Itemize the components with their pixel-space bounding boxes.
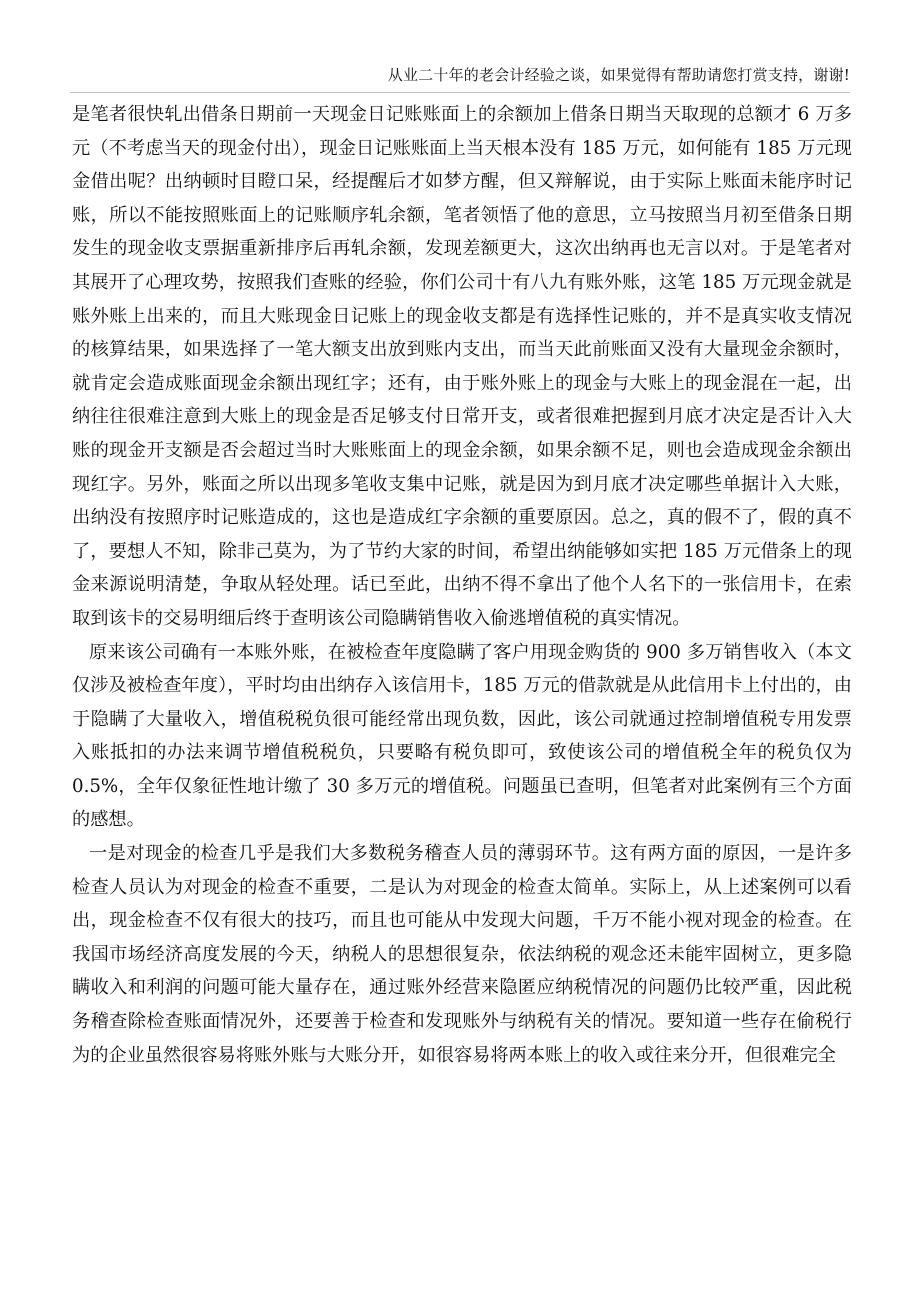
header-note: 从业二十年的老会计经验之谈，如果觉得有帮助请您打赏支持，谢谢!	[387, 66, 850, 84]
article-body	[72, 98, 852, 1072]
paragraph: 原来该公司确有一本账外账，在被检查年度隐瞒了客户用现金购货的 900 多万销售收入（本文仅涉及被检查年度），平时均由出纳存入该信用卡，185 万元的借款就是从此信用卡上付出的，由于隐瞒了大量收入，增值税税负很可能经常出现负数，因此，该公司就通过控制增值税专用发票入账抵扣的办法来调节增值税税负，只要略有税负即可，致使该公司的增值税全年的税负仅为0.5%，全年仅象征性地计缴了 30 多万元的增值税。问题虽已查明，但笔者对此案例有三个方面的感想。	[72, 641, 852, 831]
paragraph-continued: 是笔者很快轧出借条日期前一天现金日记账账面上的余额加上借条日期当天取现的总额才 6 万多元（不考虑当天的现金付出），现金日记账账面上当天根本没有 185 万元，如何能有 185 万元现金借出呢？出纳顿时目瞪口呆，经提醒后才如梦方醒，但又辩解说，由于实际上账面未能序时记账，所以不能按照账面上的记账顺序轧余额，笔者领悟了他的意思，立马按照当月初至借条日期发生的现金收支票据重新排序后再轧余额，发现差额更大，这次出纳再也无言以对。于是笔者对其展开了心理攻势，按照我们查账的经验，你们公司十有八九有账外账，这笔 185 万元现金就是账外账上出来的，而且大账现金日记账上的现金收支都是有选择性记账的，并不是真实收支情况的核算结果，如果选择了一笔大额支出放到账内支出，而当天此前账面又没有大量现金余额时，就肯定会造成账面现金余额出现红字；还有，由于账外账上的现金与大账上的现金混在一起，出纳往往很难注意到大账上的现金是否足够支付日常开支，或者很难把握到月底才决定是否计入大账的现金开支额是否会超过当时大账账面上的现金余额，如果余额不足，则也会造成现金余额出现红字。另外，账面之所以出现多笔收支集中记账，就是因为到月底才决定哪些单据计入大账，出纳没有按照序时记账造成的，这也是造成红字余额的重要原因。总之，真的假不了，假的真不了，要想人不知，除非己莫为，为了节约大家的时间，希望出纳能够如实把 185 万元借条上的现金来源说明清楚，争取从轻处理。话已至此，出纳不得不拿出了他个人名下的一张信用卡，在索取到该卡的交易明细后终于查明该公司隐瞒销售收入偷逃增值税的真实情况。	[72, 104, 852, 629]
paragraph: 一是对现金的检查几乎是我们大多数税务稽查人员的薄弱环节。这有两方面的原因，一是许多检查人员认为对现金的检查不重要，二是认为对现金的检查太简单。实际上，从上述案例可以看出，现金检查不仅有很大的技巧，而且也可能从中发现大问题，千万不能小视对现金的检查。在我国市场经济高度发展的今天，纳税人的思想很复杂，依法纳税的观念还未能牢固树立，更多隐瞒收入和利润的问题可能大量存在，通过账外经营来隐匿应纳税情况的问题仍比较严重，因此税务稽查除检查账面情况外，还要善于检查和发现账外与纳税有关的情况。要知道一些存在偷税行为的企业虽然很容易将账外账与大账分开，如很容易将两本账上的收入或往来分开，但很难完全	[72, 843, 852, 1066]
header-divider	[70, 92, 850, 93]
